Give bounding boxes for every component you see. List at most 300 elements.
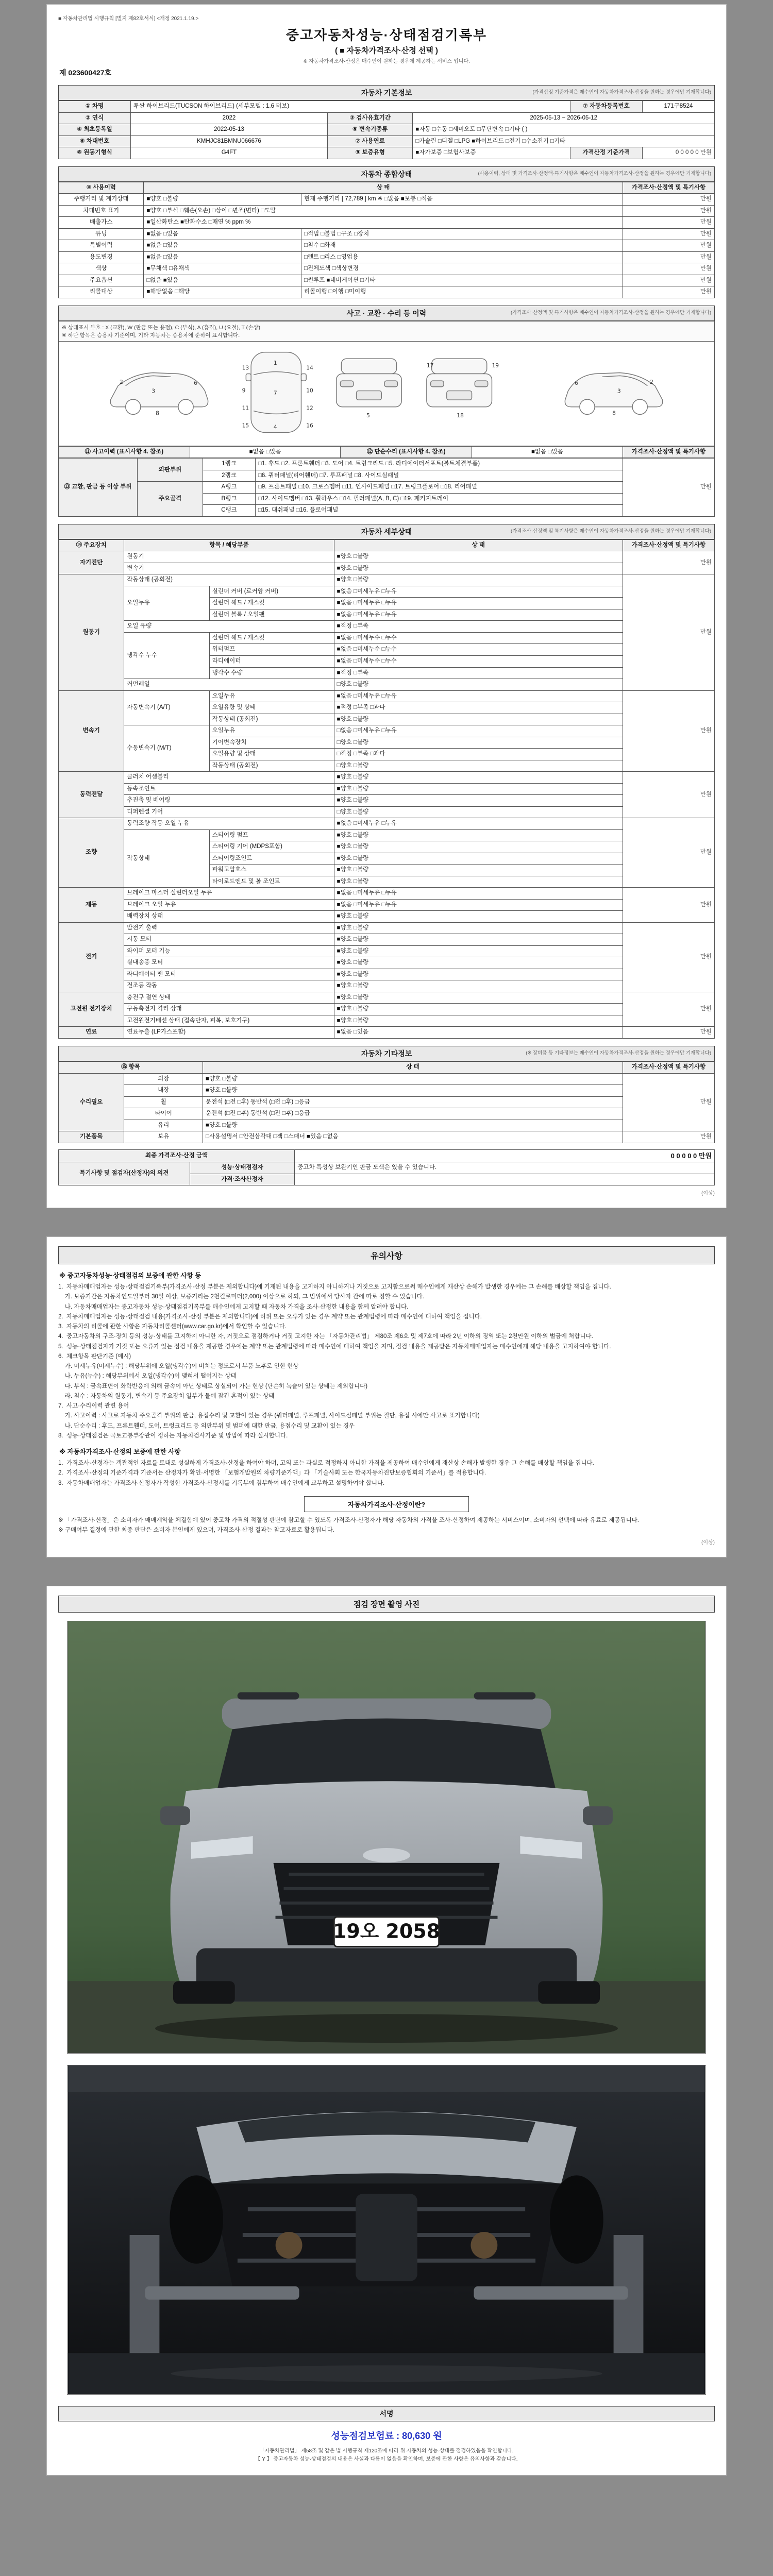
table-cell: 만원 bbox=[623, 251, 714, 263]
table-cell: 디퍼렌셜 기어 bbox=[124, 806, 334, 818]
table-cell: □양호 □불량 bbox=[334, 806, 623, 818]
section-note: (가격산정 기준가격은 매수인이 자동차가격조사·산정을 원하는 경우에만 기재합니다) bbox=[532, 89, 711, 95]
table-cell: ■양호 □불량 bbox=[334, 841, 623, 853]
notice-line: 가. 보증기간은 자동차인도일부터 30일 이상, 보증거리는 2천킬로미터(2,000) 이상으로 하되, 그 범위에서 당사자 간에 따로 정할 수 있습니다. bbox=[58, 1294, 424, 1300]
table-cell: ■없음 □미세누유 □누유 bbox=[334, 888, 623, 900]
svg-text:14: 14 bbox=[306, 364, 313, 371]
table-cell: 2022-05-13 bbox=[131, 124, 328, 136]
table-cell: ■없음 □미세누수 □누수 bbox=[334, 644, 623, 656]
table-cell: 튜닝 bbox=[59, 228, 144, 240]
table-cell: ■자가보증 □보험사보증 bbox=[413, 147, 570, 159]
svg-text:9: 9 bbox=[242, 387, 246, 394]
table-cell: 클러치 어셈블리 bbox=[124, 772, 334, 784]
table-cell: 만원 bbox=[623, 1131, 714, 1143]
notice-subtitle: ※ 중고자동차성능·상태점검의 보증에 관한 사항 등 bbox=[59, 1272, 201, 1280]
table-cell: □썬루프 ■네비게이션 □기타 bbox=[301, 275, 623, 286]
table-cell: 만원 bbox=[623, 772, 714, 818]
table-cell: □침수 □화재 bbox=[301, 240, 623, 252]
table-cell: ■해당없음 □해당 bbox=[144, 286, 301, 298]
table-cell: 동력전달 bbox=[59, 772, 124, 818]
table-cell: ■없음 □미세누유 □누유 bbox=[334, 899, 623, 911]
table-cell: ■양호 □불량 bbox=[334, 714, 623, 725]
table-cell: 오일누유 bbox=[209, 690, 334, 702]
license-plate-text: 19오 2058 bbox=[333, 1920, 440, 1943]
table-cell: B랭크 bbox=[203, 493, 256, 505]
table-cell: C랭크 bbox=[203, 505, 256, 517]
table-cell: ■양호 □불량 bbox=[334, 945, 623, 957]
table-cell: 만원 bbox=[623, 194, 714, 206]
table-cell: ■양호 □불량 bbox=[334, 865, 623, 876]
table-cell: 오일 유량 bbox=[124, 621, 334, 633]
table-cell: 와이퍼 모터 기능 bbox=[124, 945, 334, 957]
table-cell: 만원 bbox=[623, 217, 714, 229]
svg-text:1: 1 bbox=[273, 359, 277, 366]
table-cell: □가솔린 □디젤 □LPG ■하이브리드 □전기 □수소전기 □기타 bbox=[413, 135, 715, 147]
end-mark: (이상) bbox=[701, 1191, 715, 1197]
table-cell: 스티어링조인트 bbox=[209, 853, 334, 865]
photos-card bbox=[46, 1586, 727, 2476]
table-cell: 만원 bbox=[623, 263, 714, 275]
table-cell: 자동변속기 (A/T) bbox=[124, 690, 209, 725]
table-cell: 운전석 (□전 □후) 동반석 (□전 □후) □응급 bbox=[203, 1096, 623, 1108]
table-cell: 제동 bbox=[59, 888, 124, 923]
data-table bbox=[58, 539, 715, 1039]
signature-section-title: 서명 bbox=[58, 2406, 715, 2421]
car-diagram-svg bbox=[59, 345, 714, 440]
table-cell: 유리 bbox=[124, 1120, 203, 1131]
table-cell: □전체도색 □색상변경 bbox=[301, 263, 623, 275]
table-cell: ■양호 □불량 bbox=[334, 853, 623, 865]
table-cell: 상 태 bbox=[203, 1062, 623, 1074]
table-cell: 외판부위 bbox=[137, 459, 203, 482]
table-cell: ■없음 □있음 bbox=[144, 228, 301, 240]
table-cell: 실내송풍 모터 bbox=[124, 957, 334, 969]
doc-header bbox=[58, 25, 715, 64]
table-cell: 작동상태 (공회전) bbox=[124, 574, 334, 586]
table-cell: ■무채색 □유채색 bbox=[144, 263, 301, 275]
table-cell: 가격조사·산정액 및 특기사항 bbox=[623, 1062, 714, 1074]
svg-text:15: 15 bbox=[242, 422, 249, 429]
table-cell: 조향 bbox=[59, 818, 124, 888]
table-cell: 색상 bbox=[59, 263, 144, 275]
table-cell: □9. 프론트패널 □10. 크로스멤버 □11. 인사이드패널 □17. 트렁크플로어 □18. 리어패널 bbox=[255, 482, 623, 494]
table-cell: ■없음 □미세누유 □누유 bbox=[334, 818, 623, 830]
table-cell: ■적정 □부족 bbox=[334, 621, 623, 633]
price-definition-box: 자동차가격조사·산정이란? bbox=[304, 1496, 469, 1512]
section-overall-state bbox=[58, 166, 715, 182]
table-cell: 배출가스 bbox=[59, 217, 144, 229]
signature-footnote bbox=[58, 2447, 715, 2464]
notice-line: 다. 부식 : 금속표면이 화학반응에 의해 금속이 아닌 상태로 상실되어 가는 현상 (단순히 녹슬어 있는 상태는 제외합니다) bbox=[58, 1383, 368, 1389]
etc-info-table bbox=[58, 1061, 715, 1143]
notice-line: 나. 단순수리 : 후드, 프론트휀더, 도어, 트렁크리드 등 외판부위 및 범퍼에 대한 판금, 용접수리 및 교환이 있는 경우 bbox=[58, 1422, 355, 1429]
table-cell: ■양호 □불량 bbox=[334, 574, 623, 586]
table-cell: 냉각수 수량 bbox=[209, 667, 334, 679]
table-cell: 오일유량 및 상태 bbox=[209, 749, 334, 760]
table-cell: 만원 bbox=[623, 275, 714, 286]
svg-text:11: 11 bbox=[242, 404, 249, 412]
table-cell: 가격조사·산정액 및 특기사항 bbox=[623, 446, 714, 458]
table-cell: ■양호 □불량 bbox=[334, 783, 623, 795]
table-cell: 타이로드엔드 및 볼 조인트 bbox=[209, 876, 334, 888]
table-cell: A랭크 bbox=[203, 482, 256, 494]
table-cell: 추진축 및 베어링 bbox=[124, 795, 334, 807]
notice-line: 1. 가격조사·산정자는 객관적인 자료를 토대로 성실하게 가격조사·산정을 하여야 하며, 고의 또는 과실로 적정하지 아니한 가격을 제공하여 매수인에게 재산상 손해가 발생한 경우 그 손해를 배상할 책임을 집니다. bbox=[58, 1460, 594, 1467]
table-cell: 주행거리 및 계기상태 bbox=[59, 194, 144, 206]
svg-text:2: 2 bbox=[120, 378, 123, 385]
table-cell: 성능·상태점검자 bbox=[190, 1162, 295, 1174]
data-table bbox=[58, 1061, 715, 1143]
table-cell: 원동기 bbox=[59, 574, 124, 690]
notice-title: 유의사항 bbox=[58, 1246, 715, 1264]
table-cell: 전기 bbox=[59, 922, 124, 992]
table-cell: 만원 bbox=[623, 690, 714, 772]
table-cell: 가격·조사산정자 bbox=[190, 1174, 295, 1185]
table-cell: □사용설명서 □안전삼각대 □잭 □스패너 ■있음 □없음 bbox=[203, 1131, 623, 1143]
table-cell: □양호 □불량 bbox=[334, 679, 623, 691]
table-cell: ■없음 □미세누수 □누수 bbox=[334, 655, 623, 667]
table-cell: 등속조인트 bbox=[124, 783, 334, 795]
table-cell: 상 태 bbox=[334, 539, 623, 551]
table-cell: ■양호 □불량 bbox=[334, 1015, 623, 1027]
detail-state-table bbox=[58, 539, 715, 1039]
table-cell: 실린더 헤드 / 개스킷 bbox=[209, 632, 334, 644]
table-cell: 변속기 bbox=[59, 690, 124, 772]
table-cell: 워터펌프 bbox=[209, 644, 334, 656]
table-cell: 0 0 0 0 0 만원 bbox=[642, 147, 714, 159]
table-cell: ■없음 □있음 bbox=[144, 240, 301, 252]
table-cell: 휠 bbox=[124, 1096, 203, 1108]
notice-line: 2. 자동차매매업자는 성능·상태점검 내용(가격조사·산정 부분은 제외합니다)에 허위 또는 오류가 있는 경우 계약 또는 관계법령에 따라 매수인에 대하여 책임을 집니다. bbox=[58, 1313, 482, 1320]
table-cell: ■없음 □있음 bbox=[472, 446, 623, 458]
form-reference: ■ 자동차관리법 시행규칙 [별지 제82호서식] <개정 2021.1.19.> bbox=[58, 16, 199, 22]
table-cell: ■없음 □미세누유 □누유 bbox=[334, 598, 623, 609]
table-cell: 변속기 bbox=[124, 563, 334, 574]
table-cell: ⑥ 차대번호 bbox=[59, 135, 131, 147]
table-cell: ■양호 □불량 bbox=[334, 876, 623, 888]
table-cell: 실린더 블록 / 오일팬 bbox=[209, 609, 334, 621]
notice-line: 3. 자동차의 리콜에 관한 사항은 자동차리콜센터(www.car.go.kr)에서 확인할 수 있습니다. bbox=[58, 1324, 287, 1330]
table-cell: 주요옵션 bbox=[59, 275, 144, 286]
table-cell: 라디에이터 bbox=[209, 655, 334, 667]
section-accident-history bbox=[58, 306, 715, 321]
section-detail-state bbox=[58, 524, 715, 539]
table-cell: 2랭크 bbox=[203, 470, 256, 482]
accident-history-table bbox=[58, 446, 715, 459]
section-title: 자동차 기타정보 bbox=[361, 1049, 412, 1058]
table-cell: 운전석 (□전 □후) 동반석 (□전 □후) □응급 bbox=[203, 1108, 623, 1120]
table-cell: 투싼 하이브리드(TUCSON 하이브리드) (세부모델 : 1.6 터보) bbox=[131, 101, 570, 113]
table-cell: ■양호 □불량 bbox=[334, 992, 623, 1004]
table-cell: 만원 bbox=[623, 1027, 714, 1039]
table-cell: 라디에이터 팬 모터 bbox=[124, 969, 334, 980]
notice-line: ※ 「가격조사·산정」은 소비자가 매매계약을 체결함에 있어 중고차 가격의 적절성 판단에 참고할 수 있도록 가격조사·산정자가 해당 자동차의 가격을 조사·산정하여 제공하는 서비스이며, 소비자의 선택에 따라 유료로 제공됩니다. bbox=[58, 1517, 639, 1523]
notice-line: 7. 사고·수리이력 관련 용어 bbox=[58, 1403, 129, 1410]
table-cell: 작동상태 bbox=[124, 829, 209, 888]
notice-price-body bbox=[58, 1459, 715, 1488]
svg-text:19: 19 bbox=[492, 362, 499, 369]
table-cell: 자기진단 bbox=[59, 551, 124, 574]
table-cell: ⑪ 사고이력 (표시사항 4. 참조) bbox=[59, 446, 190, 458]
inspection-premium: 성능점검보험료 : 80,630 원 bbox=[331, 2431, 442, 2442]
page-title: 중고자동차성능·상태점검기록부 bbox=[285, 27, 488, 43]
table-cell: 작동상태 (공회전) bbox=[209, 760, 334, 772]
table-cell: 오일누유 bbox=[124, 586, 209, 621]
table-cell: 수동변속기 (M/T) bbox=[124, 725, 209, 772]
table-cell: 가격산정 기준가격 bbox=[570, 147, 642, 159]
svg-text:17: 17 bbox=[426, 362, 434, 369]
table-cell: □렌트 □리스 □영업용 bbox=[301, 251, 623, 263]
table-cell: 고전원전기배선 상태 (접속단자, 피복, 보호기구) bbox=[124, 1015, 334, 1027]
notice-line: 4. 중고자동차의 구조·장치 등의 성능·상태를 고지하지 아니한 자, 거짓으로 점검하거나 거짓 고지한 자는 「자동차관리법」 제80조 제6호 및 제7호에 따라 2년 이하의 징역 또는 2천만원 이하의 벌금에 처합니다. bbox=[58, 1333, 593, 1340]
table-cell: ■없음 □미세누수 □누수 bbox=[334, 632, 623, 644]
legend-line: ※ 하단 항목은 승용차 기준이며, 기타 자동차는 승용차에 준하여 표시합니다. bbox=[62, 332, 240, 338]
table-cell: □양호 □불량 bbox=[334, 737, 623, 749]
state-code-legend bbox=[58, 321, 715, 341]
table-cell: 고전원 전기장치 bbox=[59, 992, 124, 1027]
notice-line: ※ 구매여부 결정에 관한 최종 판단은 소비자 본인에게 있으며, 가격조사·산정 결과는 참고자료로 활용됩니다. bbox=[58, 1527, 334, 1534]
panel-frame-table bbox=[58, 458, 715, 517]
table-cell: 타이어 bbox=[124, 1108, 203, 1120]
footnote-line: 【 Y 】 중고자동차 성능·상태점검의 내용은 사실과 다름이 없음을 확인하며, 보증에 관한 사항은 유의사항과 같습니다. bbox=[255, 2456, 518, 2463]
price-definition-body bbox=[58, 1516, 715, 1535]
table-cell: 전조등 작동 bbox=[124, 980, 334, 992]
table-cell: 파워고압호스 bbox=[209, 865, 334, 876]
table-cell: 작동상태 (공회전) bbox=[209, 714, 334, 725]
table-cell: □15. 대쉬패널 □16. 플로어패널 bbox=[255, 505, 623, 517]
table-cell: 연료 bbox=[59, 1027, 124, 1039]
notice-line: 1. 자동차매매업자는 성능·상태점검기록부(가격조사·산정 부분은 제외합니다)에 기재된 내용을 고지하지 아니하거나 거짓으로 고지함으로써 매수인에게 재산상 손해가 발생한 경우에는 그 손해를 배상할 책임을 집니다. bbox=[58, 1284, 611, 1291]
table-cell: ■양호 □불량 bbox=[334, 563, 623, 574]
table-cell bbox=[295, 1174, 715, 1185]
table-cell: ■양호 □불량 bbox=[334, 772, 623, 784]
table-cell: 만원 bbox=[623, 888, 714, 923]
table-cell: ■없음 □미세누유 □누유 bbox=[334, 690, 623, 702]
table-cell: ⑮ 항목 bbox=[59, 1062, 203, 1074]
table-cell: ⑦ 사용연료 bbox=[327, 135, 412, 147]
table-cell: ■양호 □불량 bbox=[334, 551, 623, 563]
table-cell: 브레이크 마스터 실린더오일 누유 bbox=[124, 888, 334, 900]
table-cell: ■적정 □부족 bbox=[334, 667, 623, 679]
table-cell: 스티어링 기어 (MDPS포함) bbox=[209, 841, 334, 853]
table-cell: ■양호 □불량 bbox=[334, 829, 623, 841]
table-cell: ■양호 □불량 bbox=[334, 980, 623, 992]
svg-text:12: 12 bbox=[306, 404, 313, 412]
table-cell: ■적정 □부족 □과다 bbox=[334, 702, 623, 714]
table-cell: ■양호 □불량 bbox=[334, 957, 623, 969]
table-cell: 원동기 bbox=[124, 551, 334, 563]
table-cell: 0 0 0 0 0 만원 bbox=[295, 1149, 715, 1162]
table-cell: 연료누출 (LP가스포함) bbox=[124, 1027, 334, 1039]
table-cell: 외장 bbox=[124, 1073, 203, 1085]
table-cell: ■없음 □있음 bbox=[190, 446, 341, 458]
table-cell: 시동 모터 bbox=[124, 934, 334, 946]
table-cell: ③ 검사유효기간 bbox=[327, 112, 412, 124]
final-price-table bbox=[58, 1149, 715, 1186]
table-cell: □없음 ■있음 bbox=[144, 275, 301, 286]
notice-line: 5. 성능·상태점검자가 거짓 또는 오류가 있는 점검 내용을 제공한 경우에는 계약 또는 관계법령에 따라 매수인에 대하여 책임을 지며, 점검 내용을 제공받은 자동차매매업자는 매수인에게 해당 내용을 고지하여야 합니다. bbox=[58, 1343, 611, 1350]
table-cell: ④ 최초등록일 bbox=[59, 124, 131, 136]
svg-text:10: 10 bbox=[306, 387, 313, 394]
table-cell: □적법 □불법 □구조 □장치 bbox=[301, 228, 623, 240]
svg-text:6: 6 bbox=[194, 379, 197, 386]
section-note: (※ 장비품 등 기타정보는 매수인이 자동차가격조사·산정을 원하는 경우에만 기재합니다) bbox=[526, 1050, 711, 1056]
table-cell: □12. 사이드멤버 □13. 휠하우스 □14. 필러패널(A, B, C) □19. 패키지트레이 bbox=[255, 493, 623, 505]
table-cell: ■양호 □불량 bbox=[203, 1085, 623, 1097]
photos-title: 점검 장면 촬영 사진 bbox=[58, 1596, 715, 1613]
table-cell: ■일산화탄소 ■탄화수소 □매연 % ppm % bbox=[144, 217, 623, 229]
table-cell: ■양호 □불량 bbox=[334, 795, 623, 807]
table-cell: ■양호 □불량 bbox=[334, 911, 623, 923]
table-cell: □양호 □불량 bbox=[334, 760, 623, 772]
car-diagram bbox=[58, 341, 715, 446]
table-cell: 만원 bbox=[623, 574, 714, 690]
table-cell: 만원 bbox=[623, 992, 714, 1027]
svg-text:3: 3 bbox=[617, 387, 621, 395]
inspection-photo-underbody bbox=[67, 2065, 706, 2395]
svg-text:8: 8 bbox=[156, 410, 159, 417]
legend-line: ※ 상태표시 부호 : X (교환), W (판금 또는 용접), C (부식), A (흠집), U (요철), T (손상) bbox=[62, 324, 260, 331]
table-cell: □적정 □부족 □과다 bbox=[334, 749, 623, 760]
table-cell: 2022 bbox=[131, 112, 328, 124]
table-cell: 만원 bbox=[623, 922, 714, 992]
table-cell: G4FT bbox=[131, 147, 328, 159]
table-cell: 현재 주행거리 [ 72,789 ] km ※ □많음 ■보통 □적음 bbox=[301, 194, 623, 206]
notice-price-title: ※ 자동차가격조사·산정의 보증에 관한 사항 bbox=[59, 1448, 181, 1456]
table-cell: 리콜대상 bbox=[59, 286, 144, 298]
table-cell: 구동축전지 격리 상태 bbox=[124, 1004, 334, 1015]
notice-line: 3. 자동차매매업자는 가격조사·산정자가 작성한 가격조사·산정서를 기록부에 첨부하여 매수인에게 교부하고 설명하여야 합니다. bbox=[58, 1480, 385, 1486]
svg-text:4: 4 bbox=[273, 423, 277, 431]
svg-text:5: 5 bbox=[366, 412, 370, 419]
notice-body bbox=[58, 1283, 715, 1440]
notice-line: 나. 누유(누수) : 해당부위에서 오일(냉각수)이 맺혀서 떨어지는 상태 bbox=[58, 1373, 237, 1380]
section-etc-info bbox=[58, 1046, 715, 1061]
svg-text:8: 8 bbox=[612, 410, 616, 417]
table-cell: 오일누유 bbox=[209, 725, 334, 737]
table-cell: 특기사항 및 점검자(산정자)의 의견 bbox=[59, 1162, 190, 1185]
table-cell: ■양호 □불량 bbox=[334, 934, 623, 946]
title-note: ※ 자동차가격조사·산정은 매수인이 원하는 경우에 제공하는 서비스 입니다. bbox=[303, 59, 470, 64]
basic-info-table bbox=[58, 100, 715, 159]
table-cell: 만원 bbox=[623, 286, 714, 298]
title-option: ( ■ 자동차가격조사·산정 선택 ) bbox=[334, 46, 439, 55]
table-cell: 기어변속장치 bbox=[209, 737, 334, 749]
table-cell: ⑫ 단순수리 (표시사항 4. 참조) bbox=[341, 446, 472, 458]
table-cell: 만원 bbox=[623, 1073, 714, 1131]
table-cell: 오일유량 및 상태 bbox=[209, 702, 334, 714]
table-cell: ② 연식 bbox=[59, 112, 131, 124]
table-cell: 기본품목 bbox=[59, 1131, 124, 1143]
table-cell: 만원 bbox=[623, 818, 714, 888]
table-cell: ⑩ 사용이력 bbox=[59, 182, 144, 194]
end-mark: (이상) bbox=[701, 1540, 715, 1546]
table-cell: 만원 bbox=[623, 459, 714, 517]
license-plate bbox=[333, 1917, 440, 1947]
table-cell: 리콜이행 □이행 □미이행 bbox=[301, 286, 623, 298]
document-number: 제 023600427호 bbox=[59, 69, 112, 77]
table-cell: ■양호 □불량 bbox=[334, 1004, 623, 1015]
table-cell: ■양호 □불량 bbox=[334, 969, 623, 980]
table-cell: 충전구 절연 상태 bbox=[124, 992, 334, 1004]
overall-state-table bbox=[58, 182, 715, 298]
table-cell: 항목 / 해당부품 bbox=[124, 539, 334, 551]
table-cell: ■양호 □불량 bbox=[334, 922, 623, 934]
table-cell: ■양호 □불량 bbox=[203, 1120, 623, 1131]
table-cell: 가격조사·산정액 및 특기사항 bbox=[623, 182, 714, 194]
table-cell: □없음 □미세누유 □누유 bbox=[334, 725, 623, 737]
table-cell: 배력장치 상태 bbox=[124, 911, 334, 923]
table-cell: ⑬ 교환, 판금 등 이상 부위 bbox=[59, 459, 138, 517]
section-note: (사용이력, 상태 및 가격조사·산정액·특기사항은 매수인이 자동차가격조사·산정을 원하는 경우에만 기재합니다) bbox=[478, 171, 711, 177]
table-cell: 실린더 커버 (로커암 커버) bbox=[209, 586, 334, 598]
table-cell: 스티어링 펌프 bbox=[209, 829, 334, 841]
table-cell: ⑤ 변속기종류 bbox=[327, 124, 412, 136]
section-title: 자동차 기본정보 bbox=[361, 89, 412, 97]
table-cell: 동력조향 작동 오일 누유 bbox=[124, 818, 334, 830]
table-cell: 2025-05-13 ~ 2026-05-12 bbox=[413, 112, 715, 124]
inspection-photo-front bbox=[67, 1621, 706, 2054]
table-cell: 중고차 특성상 보완기인 판금 도색은 있을 수 있습니다. bbox=[295, 1162, 715, 1174]
table-cell: 수리필요 bbox=[59, 1073, 124, 1131]
section-title: 자동차 세부상태 bbox=[361, 527, 412, 536]
section-title: 사고 · 교환 · 수리 등 이력 bbox=[346, 309, 427, 317]
table-cell: ■양호 □부식 □훼손(오손) □상이 □변조(변타) □도말 bbox=[144, 205, 623, 217]
section-note: (가격조사·산정액 및 특기사항은 매수인이 자동차가격조사·산정을 원하는 경우에만 기재합니다) bbox=[510, 528, 711, 534]
table-cell: ■없음 □있음 bbox=[334, 1027, 623, 1039]
table-cell: ⑧ 원동기형식 bbox=[59, 147, 131, 159]
section-title: 자동차 종합상태 bbox=[361, 170, 412, 178]
data-table bbox=[58, 1149, 715, 1186]
table-cell: ⑦ 자동차등록번호 bbox=[570, 101, 642, 113]
table-cell: 만원 bbox=[623, 228, 714, 240]
table-cell: 만원 bbox=[623, 240, 714, 252]
table-cell: 가격조사·산정액 및 특기사항 bbox=[623, 539, 714, 551]
table-cell: □1. 후드 □2. 프론트휀더 □3. 도어 □4. 트렁크리드 □5. 라디에이터서포트(볼트체결부품) bbox=[255, 459, 623, 470]
svg-text:2: 2 bbox=[650, 378, 653, 385]
main-form-card bbox=[46, 4, 727, 1208]
data-table bbox=[58, 182, 715, 298]
table-cell: 용도변경 bbox=[59, 251, 144, 263]
table-cell: 최종 가격조사·산정 금액 bbox=[59, 1149, 295, 1162]
svg-text:16: 16 bbox=[306, 422, 313, 429]
table-cell: 만원 bbox=[623, 551, 714, 574]
table-cell: 주요골격 bbox=[137, 482, 203, 517]
table-cell: ■없음 □있음 bbox=[144, 251, 301, 263]
svg-text:13: 13 bbox=[242, 364, 249, 371]
table-cell: 차대번호 표기 bbox=[59, 205, 144, 217]
notice-line: 8. 성능·상태점검은 국토교통부장관이 정하는 자동차검사기준 및 방법에 따라 실시합니다. bbox=[58, 1432, 288, 1439]
table-cell: ① 차명 bbox=[59, 101, 131, 113]
table-cell: □6. 쿼터패널(리어휀더) □7. 루프패널 □8. 사이드실패널 bbox=[255, 470, 623, 482]
table-cell: 실린더 헤드 / 개스킷 bbox=[209, 598, 334, 609]
notice-line: 라. 침수 : 자동차의 원동기, 변속기 등 주요장치 일부가 물에 잠긴 흔적이 있는 상태 bbox=[58, 1393, 275, 1399]
table-cell: ■양호 □불량 bbox=[203, 1073, 623, 1085]
svg-text:18: 18 bbox=[457, 412, 464, 419]
table-cell: ⑭ 주요장치 bbox=[59, 539, 124, 551]
svg-text:7: 7 bbox=[273, 389, 277, 397]
table-cell: 내장 bbox=[124, 1085, 203, 1097]
notice-line: 가. 미세누유(미세누수) : 해당부위에 오일(냉각수)이 비치는 정도로서 부품 노후로 인한 현상 bbox=[58, 1363, 299, 1370]
table-cell: 특별이력 bbox=[59, 240, 144, 252]
table-cell: ■없음 □미세누유 □누유 bbox=[334, 586, 623, 598]
table-cell: 냉각수 누수 bbox=[124, 632, 209, 679]
table-cell: ⑨ 보증유형 bbox=[327, 147, 412, 159]
footnote-line: 「자동차관리법」 제58조 및 같은 법 시행규칙 제120조에 따라 위 자동차의 성능·상태를 점검하였음을 확인합니다. bbox=[259, 2448, 514, 2454]
notice-line: 가. 사고이력 : 사고로 자동차 주요골격 부위의 판금, 용접수리 및 교환이 있는 경우 (쿼터패널, 루프패널, 사이드실패널 부위는 절단, 용접 시에만 사고로 표기합니다) bbox=[58, 1413, 480, 1419]
table-cell: 상 태 bbox=[144, 182, 623, 194]
table-cell: 만원 bbox=[623, 205, 714, 217]
